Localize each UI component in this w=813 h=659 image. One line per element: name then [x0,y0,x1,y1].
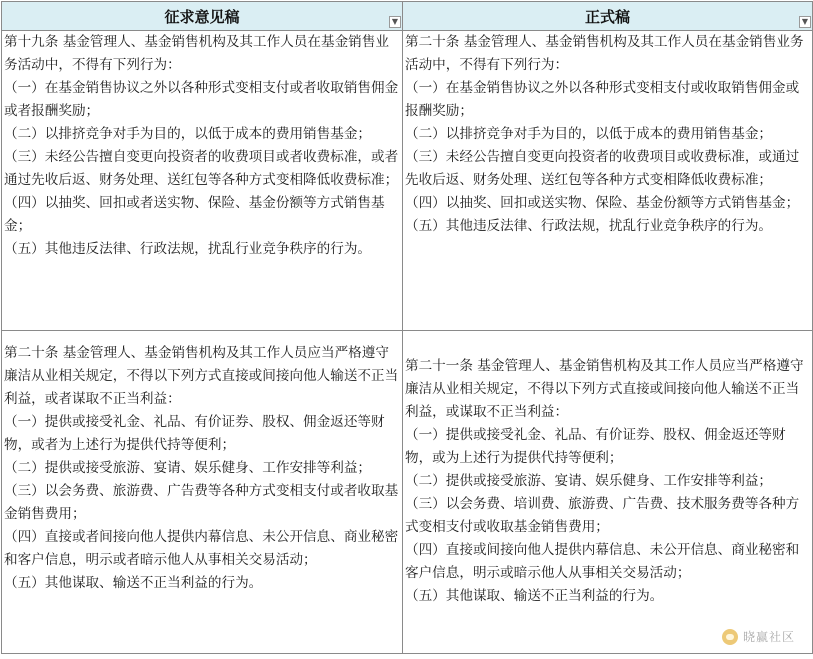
clause-text: （五）其他违反法律、行政法规，扰乱行业竞争秩序的行为。 [4,241,372,257]
clause-text: （四）以抽奖、回扣或送实物、保险、基金份额等方式销售基金； [405,195,800,211]
clause-text: （四）直接或者间接向他人提供内幕信息、未公开信息、商业秘密和客户信息，明示或者暗示他人从事相关交易活动； [4,529,399,568]
clause-text: （二）提供或接受旅游、宴请、娱乐健身、工作安排等利益； [405,473,773,489]
clause-text: （三）未经公告擅自变更向投资者的收费项目或收费标准，或通过先收后返、财务处理、送红包等各种方式变相降低收费标准； [405,149,800,188]
clause-text: （二）以排挤竞争对手为目的，以低于成本的费用销售基金； [4,126,372,142]
clause-text: （四）直接或间接向他人提供内幕信息、未公开信息、商业秘密和客户信息，明示或暗示他人从事相关交易活动； [405,542,800,581]
clause-text: （三）未经公告擅自变更向投资者的收费项目或者收费标准，或者通过先收后返、财务处理、送红包等各种方式变相降低收费标准； [4,149,399,188]
watermark-text: 晓赢社区 [742,630,795,644]
header-final-label: 正式稿 [584,7,630,26]
header-row [2,2,813,31]
clause-text: （五）其他谋取、输送不正当利益的行为。 [4,575,263,591]
clause-text: （一）在基金销售协议之外以各种形式变相支付或收取销售佣金或报酬奖励； [405,80,800,119]
watermark [722,628,795,645]
clause-text: 第二十条 基金管理人、基金销售机构及其工作人员在基金销售业务活动中，不得有下列行为： [405,34,804,73]
clause-text: （一）提供或接受礼金、礼品、有价证券、股权、佣金返还等财物，或者为上述行为提供代持等便利； [4,414,385,453]
filter-dropdown-icon[interactable]: ▼ [389,16,401,28]
cell-article-20-draft[interactable] [2,331,403,654]
clause-text: （三）以会务费、培训费、旅游费、广告费、技术服务费等各种方式变相支付或收取基金销售费用； [405,496,800,535]
table-row [2,31,813,331]
clause-text: 第十九条 基金管理人、基金销售机构及其工作人员在基金销售业务活动中，不得有下列行为： [4,34,389,73]
clause-text: （四）以抽奖、回扣或者送实物、保险、基金份额等方式销售基金； [4,195,385,234]
clause-text: （五）其他谋取、输送不正当利益的行为。 [405,588,664,604]
filter-dropdown-icon[interactable]: ▼ [799,16,811,28]
header-draft [2,2,403,31]
comparison-table [1,1,813,654]
clause-text: （三）以会务费、旅游费、广告费等各种方式变相支付或者收取基金销售费用； [4,483,399,522]
clause-text: （二）提供或接受旅游、宴请、娱乐健身、工作安排等利益； [4,460,372,476]
cell-article-19-draft[interactable] [2,31,403,331]
clause-text: （二）以排挤竞争对手为目的，以低于成本的费用销售基金； [405,126,773,142]
cell-article-20-final[interactable] [403,31,813,331]
table-row [2,331,813,654]
clause-text: （五）其他违反法律、行政法规，扰乱行业竞争秩序的行为。 [405,218,773,234]
header-draft-label: 征求意见稿 [164,7,240,26]
clause-text: 第二十一条 基金管理人、基金销售机构及其工作人员应当严格遵守廉洁从业相关规定，不得以下列方式直接或间接向他人输送不正当利益，或谋取不正当利益： [405,358,804,420]
clause-text: 第二十条 基金管理人、基金销售机构及其工作人员应当严格遵守廉洁从业相关规定，不得以下列方式直接或间接向他人输送不正当利益，或者谋取不正当利益： [4,345,399,407]
clause-text: （一）在基金销售协议之外以各种形式变相支付或者收取销售佣金或者报酬奖励； [4,80,399,119]
header-final [403,2,813,31]
cell-article-21-final[interactable] [403,331,813,654]
community-logo-icon [722,629,738,645]
clause-text: （一）提供或接受礼金、礼品、有价证券、股权、佣金返还等财物，或为上述行为提供代持等便利； [405,427,786,466]
